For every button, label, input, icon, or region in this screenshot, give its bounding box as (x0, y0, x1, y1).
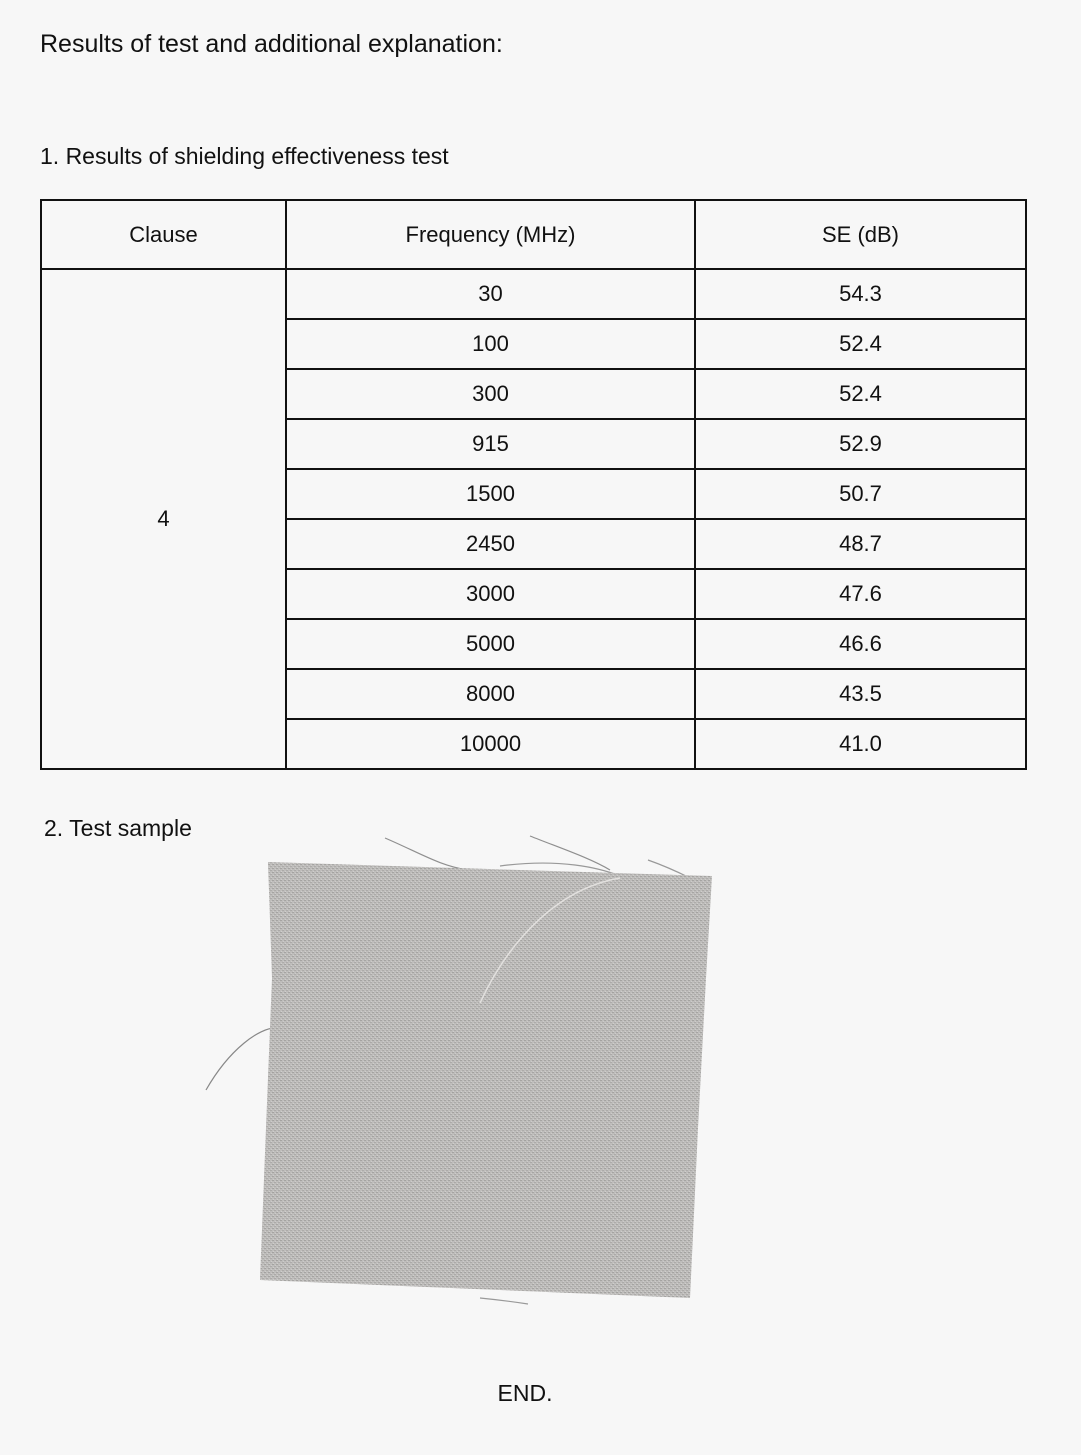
frequency-cell: 300 (286, 369, 695, 419)
section-2-title: 2. Test sample (44, 815, 192, 841)
loose-thread (206, 1028, 275, 1090)
se-cell: 43.5 (695, 669, 1026, 719)
frequency-cell: 1500 (286, 469, 695, 519)
loose-thread (385, 838, 468, 870)
frequency-cell: 915 (286, 419, 695, 469)
table-header-row (41, 200, 1026, 269)
se-cell: 52.9 (695, 419, 1026, 469)
clause-cell: 4 (41, 269, 286, 769)
table-row (41, 269, 1026, 319)
header-frequency: Frequency (MHz) (286, 200, 695, 269)
header-se: SE (dB) (695, 200, 1026, 269)
se-cell: 48.7 (695, 519, 1026, 569)
frequency-cell: 100 (286, 319, 695, 369)
fabric-swatch (260, 862, 712, 1298)
section-1-title: 1. Results of shielding effectiveness test (40, 143, 449, 169)
frequency-cell: 30 (286, 269, 695, 319)
frequency-cell: 2450 (286, 519, 695, 569)
frequency-cell: 8000 (286, 669, 695, 719)
se-cell: 54.3 (695, 269, 1026, 319)
shielding-results-table (40, 199, 1027, 770)
se-cell: 50.7 (695, 469, 1026, 519)
fabric-sample-image (200, 828, 730, 1308)
se-cell: 46.6 (695, 619, 1026, 669)
loose-thread (480, 1298, 528, 1304)
page-heading: Results of test and additional explanation: (40, 30, 503, 58)
se-cell: 47.6 (695, 569, 1026, 619)
se-cell: 52.4 (695, 369, 1026, 419)
frequency-cell: 10000 (286, 719, 695, 769)
header-clause: Clause (41, 200, 286, 269)
se-cell: 41.0 (695, 719, 1026, 769)
frequency-cell: 3000 (286, 569, 695, 619)
end-marker: END. (497, 1380, 553, 1406)
se-cell: 52.4 (695, 319, 1026, 369)
frequency-cell: 5000 (286, 619, 695, 669)
